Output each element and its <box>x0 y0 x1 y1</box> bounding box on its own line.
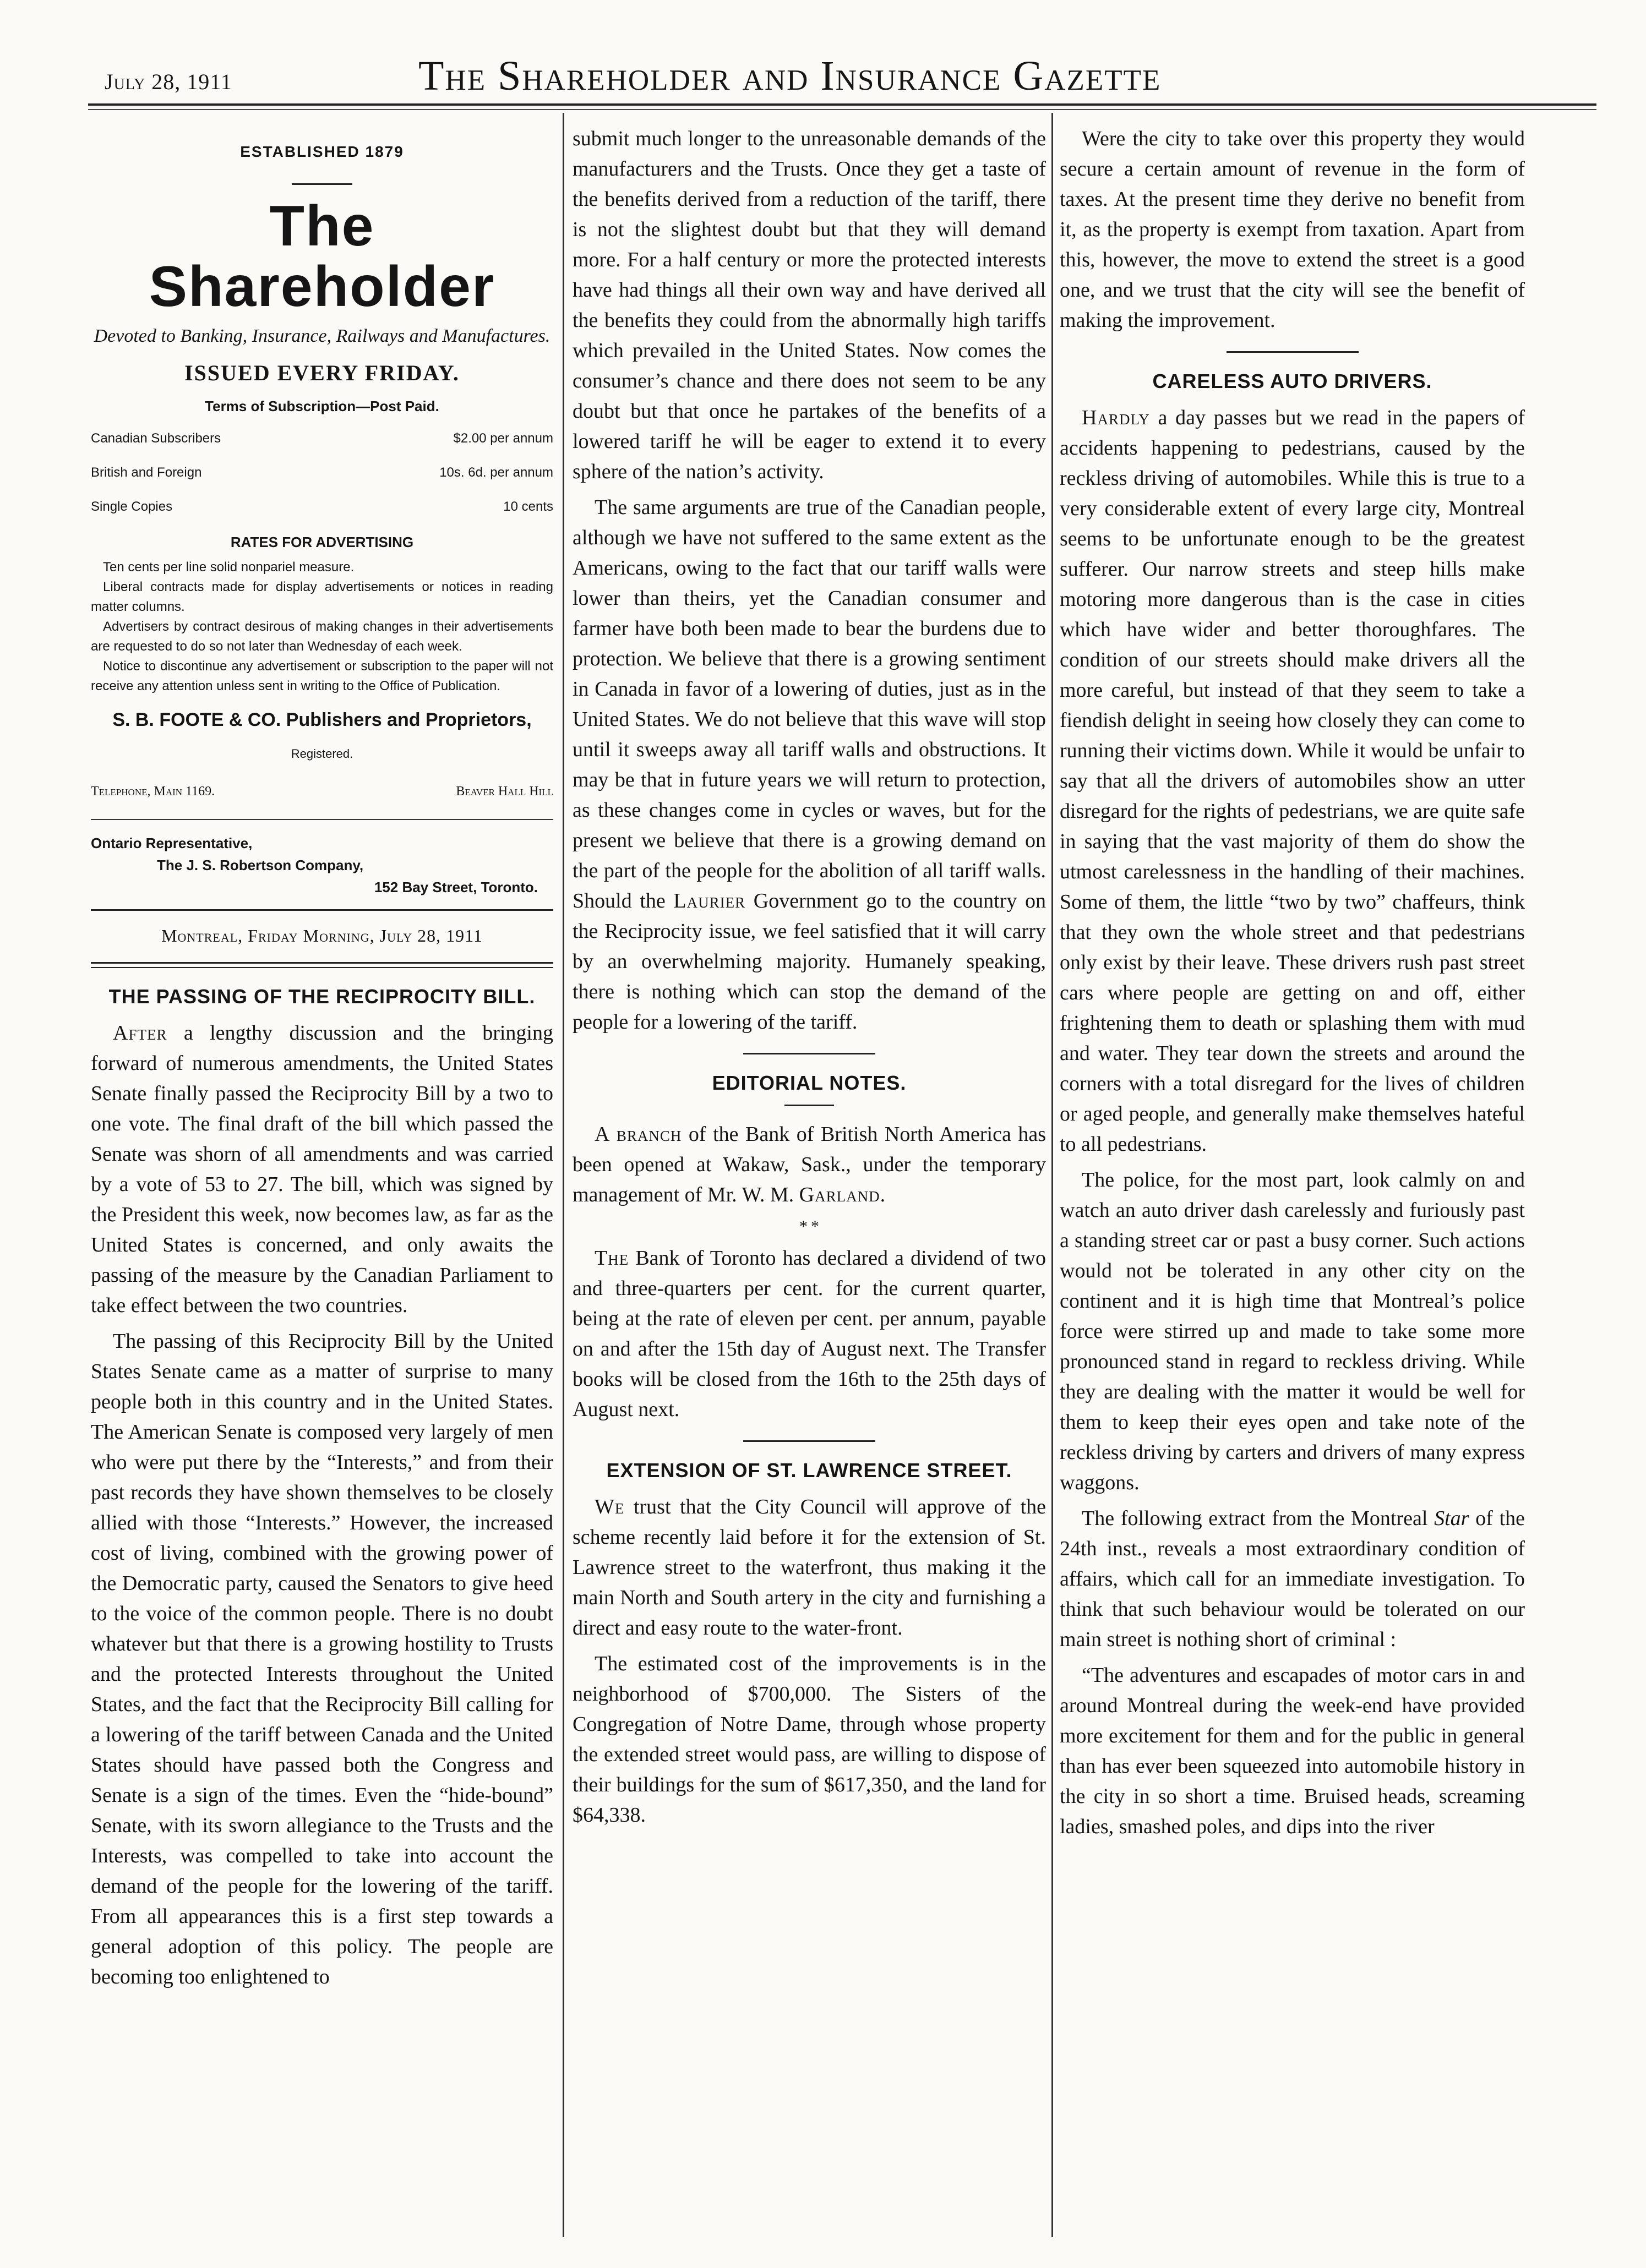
ontario-line: The J. S. Robertson Company, <box>157 857 364 873</box>
article-paragraph: The estimated cost of the improvements is in the neighborhood of $700,000. The Sisters of the Congregation of Notre Dame, through whose property the extended street would pass, are willing to dispose of their buildings for the sum of $617,350, and the land for $64,338. <box>573 1652 1046 1827</box>
subscription-rates <box>91 422 553 524</box>
paragraph-text: The same arguments are true of the Canadian people, although we have not suffered to the same extent as the Americans, owing to the fact that our tariff walls were lower than theirs, yet the Canadian consumer and farmer have both been made to bear the burdens due to protection. We believe that there is a growing sentiment in Canada in favor of a lowering of duties, just as in the United States. We do not believe that this wave will stop until it sweeps away all tariff walls and obstructions. It may be that in future years we will return to protection, as these changes come in cycles or waves, but for the present we believe that there is a growing demand on the part of the people for the abolition of all tariff walls. Should the <box>573 496 1046 912</box>
rate-price: 10s. 6d. per annum <box>439 465 553 480</box>
established-line: ESTABLISHED 1879 <box>240 143 404 160</box>
column-divider <box>563 113 564 2237</box>
subscription-terms-title: Terms of Subscription—Post Paid. <box>205 398 439 414</box>
paragraph-text: of the Bank of British North America has been opened at Wakaw, Sask., under the temporary management of Mr. W. M. <box>573 1123 1046 1206</box>
paragraph-text: a day passes but we read in the papers of accidents happening to pedestrians, caused by the reckless driving of automobiles. While this is true to a very considerable extent of every large city, Montreal seems to be unfortunate enough to be the greatest sufferer. Our narrow streets and steep hills make motoring more dangerous than is the case in cities which have wider and better thoroughfares. The condition of our streets should make drivers all the more careful, but instead of that they seem to take a fiendish delight in seeing how closely they can come to running their victims down. While it would be unfair to say that all the drivers of automobiles show an utter disregard for the rights of pedestrians, we are quite safe in saying that the vast majority of them do show the utmost carelessness in the handling of their machines. Some of them, the little “two by two” chaffeurs, think that they own the whole street and that pedestrians only exist by their leave. These drivers rush past street cars where people are getting on and off, either frightening them to death or splashing them with mud and water. They tear down the streets and around the corners with a total disregard for the lives of children or aged people, and generally make themselves hateful to all pedestrians. <box>1060 406 1525 1156</box>
rate-row <box>91 422 553 456</box>
rate-price: 10 cents <box>503 499 553 514</box>
article-headline: EXTENSION OF ST. LAWRENCE STREET. <box>606 1459 1012 1482</box>
column-1 <box>91 121 553 1998</box>
note-paragraph <box>573 1119 1046 1210</box>
masthead <box>91 136 553 422</box>
dateline: Montreal, Friday Morning, July 28, 1911 <box>161 926 483 946</box>
article-headline: THE PASSING OF THE RECIPROCITY BILL. <box>108 985 536 1008</box>
column-3 <box>1060 124 1525 1848</box>
divider <box>292 183 352 185</box>
header-rule-thin <box>88 109 1596 110</box>
article-headline: CARELESS AUTO DRIVERS. <box>1152 370 1432 392</box>
registered-line: Registered. <box>291 747 353 761</box>
divider <box>1227 351 1359 353</box>
article-paragraph: The police, for the most part, look calmly on and watch an auto driver dash carelessly and furiously past a standing street car or past a busy corner. Such actions would not be tolerated in any other city on the continent and it is high time that Montreal’s police force were stirred up and made to take some more pronounced stand in regard to reckless driving. While they are dealing with the matter it would be well for them to keep their eyes open and take note of the reckless driving by carters and drivers of many express waggons. <box>1060 1168 1525 1494</box>
ontario-line: 152 Bay Street, Toronto. <box>374 879 538 895</box>
section-headline: EDITORIAL NOTES. <box>712 1072 907 1094</box>
asterism: * * <box>799 1217 819 1236</box>
paragraph-text: Bank of Toronto has declared a dividend of two and three-quarters per cent. for the current quarter, being at the rate of eleven per cent. per annum, payable on and after the 15th day of August next. The Transfer books will be closed from the 16th to the 25th days of August next. <box>573 1247 1046 1421</box>
divider <box>91 819 553 820</box>
quoted-extract: “The adventures and escapades of motor cars in and around Montreal during the week-end have provided more excitement for them and for the public in general than has ever been squeezed into automobile history in the city in so short a time. Bruised heads, screaming ladies, smashed poles, and dips into the river <box>1060 1664 1525 1838</box>
paragraph-text: trust that the City Council will approve of the scheme recently laid before it for the extension of St. Lawrence street to the waterfront, thus making it the main North and South artery in the city and furnishing a direct and easy route to the water-front. <box>573 1495 1046 1639</box>
rate-label: British and Foreign <box>91 465 202 480</box>
column-divider <box>1051 113 1053 2237</box>
lead-word: Hardly <box>1082 406 1150 429</box>
issue-frequency: ISSUED EVERY FRIDAY. <box>184 360 460 385</box>
publishers-line: S. B. FOOTE & CO. Publishers and Proprietors, <box>112 709 532 730</box>
note-paragraph <box>573 1243 1046 1425</box>
page-header <box>83 52 1591 102</box>
article-paragraph <box>91 1018 553 1321</box>
lead-word: We <box>595 1495 625 1518</box>
divider <box>784 1105 834 1106</box>
advertising-notes <box>91 558 553 696</box>
article-paragraph <box>573 493 1046 1037</box>
article-paragraph: Were the city to take over this property they would secure a certain amount of revenue in the form of taxes. At the present time they derive no benefit from it, as the property is exempt from taxation. Apart from this, however, the move to extend the street is a good one, and we trust that the city will see the benefit of making the improvement. <box>1060 127 1525 332</box>
paragraph-text: Government go to the country on the Reciprocity issue, we feel satisfied that it will carry by an overwhelming majority. Humanely speaking, there is nothing which can stop the demand of the people for a lowering of the tariff. <box>573 889 1046 1034</box>
lead-word: After <box>113 1021 167 1045</box>
article-paragraph <box>1060 403 1525 1160</box>
rate-label: Single Copies <box>91 499 173 514</box>
article-paragraph: The passing of this Reciprocity Bill by the United States Senate came as a matter of surprise to many people both in this country and in the United States. The American Senate is composed very largely of men who were put there by the “Interests,” and from their past records they have shown themselves to be closely allied with those “Interests.” However, the increased cost of living, combined with the growing power of the Democratic party, caused the Senators to give heed to the voice of the common people. There is no doubt whatever but that there is a growing hostility to Trusts and the protected Interests throughout the United States, and the fact that the Reciprocity Bill calling for a lowering of the tariff between Canada and the United States should have passed both the Congress and Senate is a sign of the times. Even the “hide-bound” Senate, with its sworn allegiance to the Trusts and the Interests, was compelled to take into account the demand of the people for the lowering of the tariff. From all appearances this is a first step towards a general adoption of this policy. The people are becoming too enlightened to <box>91 1330 553 1988</box>
advertising-note: Liberal contracts made for display advertisements or notices in reading matter columns. <box>91 580 553 614</box>
rate-label: Canadian Subscribers <box>91 431 221 446</box>
telephone: Telephone, Main 1169. <box>91 784 215 799</box>
masthead-tagline: Devoted to Banking, Insurance, Railways and Manufactures. <box>94 326 551 346</box>
contact-row <box>91 777 553 807</box>
name-small-caps: Laurier <box>673 889 746 912</box>
masthead-name: The Shareholder <box>149 194 495 319</box>
advertising-note: Notice to discontinue any advertisement or subscription to the paper will not receive any attention unless sent in writing to the Office of Publication. <box>91 659 553 693</box>
article-paragraph <box>1060 1504 1525 1655</box>
publication-title: The Shareholder and Insurance Gazette <box>418 53 1162 99</box>
paragraph-text: a lengthy discussion and the bringing forward of numerous amendments, the United States Senate finally passed the Reciprocity Bill by a two to one vote. The final draft of the bill which passed the Senate was shorn of all amendments and was carried by a vote of 53 to 27. The bill, which was signed by the President this week, now becomes law, as far as the United States is concerned, and only awaits the passing of the measure by the Canadian Parliament to take effect between the two countries. <box>91 1021 553 1317</box>
ontario-line: Ontario Representative, <box>91 835 253 851</box>
article-paragraph: submit much longer to the unreasonable demands of the manufacturers and the Trusts. Once they get a taste of the benefits derived from a reduction of the tariff, there is not the slightest doubt but that they will demand more. For a half century or more the protected interests have had things all their own way and have derived all the benefits they could from the abnormally high tariffs which prevailed in the United States. Now comes the consumer’s chance and there does not seem to be any doubt but that once he partakes of the benefits of a lowered tariff he will be eager to extend it to every sphere of the nation’s activity. <box>573 127 1046 483</box>
divider <box>743 1053 875 1054</box>
advertising-rates-title: RATES FOR ADVERTISING <box>230 534 414 550</box>
divider-thin <box>91 967 553 968</box>
column-2 <box>573 124 1046 1836</box>
divider <box>743 1440 875 1442</box>
advertising-note: Ten cents per line solid nonpariel measure. <box>103 560 355 575</box>
divider <box>91 909 553 911</box>
lead-word: A branch <box>595 1123 682 1146</box>
header-rule <box>88 103 1596 106</box>
paragraph-text: The following extract from the Montreal <box>1082 1507 1435 1530</box>
lead-word: The <box>595 1247 629 1270</box>
ontario-representative <box>91 832 553 898</box>
issue-date: July 28, 1911 <box>105 69 232 94</box>
office-address: Beaver Hall Hill <box>456 784 553 799</box>
divider <box>91 962 553 964</box>
rate-price: $2.00 per annum <box>453 431 553 446</box>
name-small-caps: Garland. <box>799 1183 886 1206</box>
advertising-note: Advertisers by contract desirous of making changes in their advertisements are requested to do so not later than Wednesday of each week. <box>91 619 553 654</box>
newspaper-name: Star <box>1434 1507 1469 1530</box>
rate-row <box>91 490 553 524</box>
article-paragraph <box>573 1492 1046 1643</box>
paragraph-text: of the 24th inst., reveals a most extraordinary condition of affairs, which call for an immediate investigation. To think that such behaviour would be tolerated on our main street is nothing short of criminal : <box>1060 1507 1525 1651</box>
rate-row <box>91 456 553 490</box>
